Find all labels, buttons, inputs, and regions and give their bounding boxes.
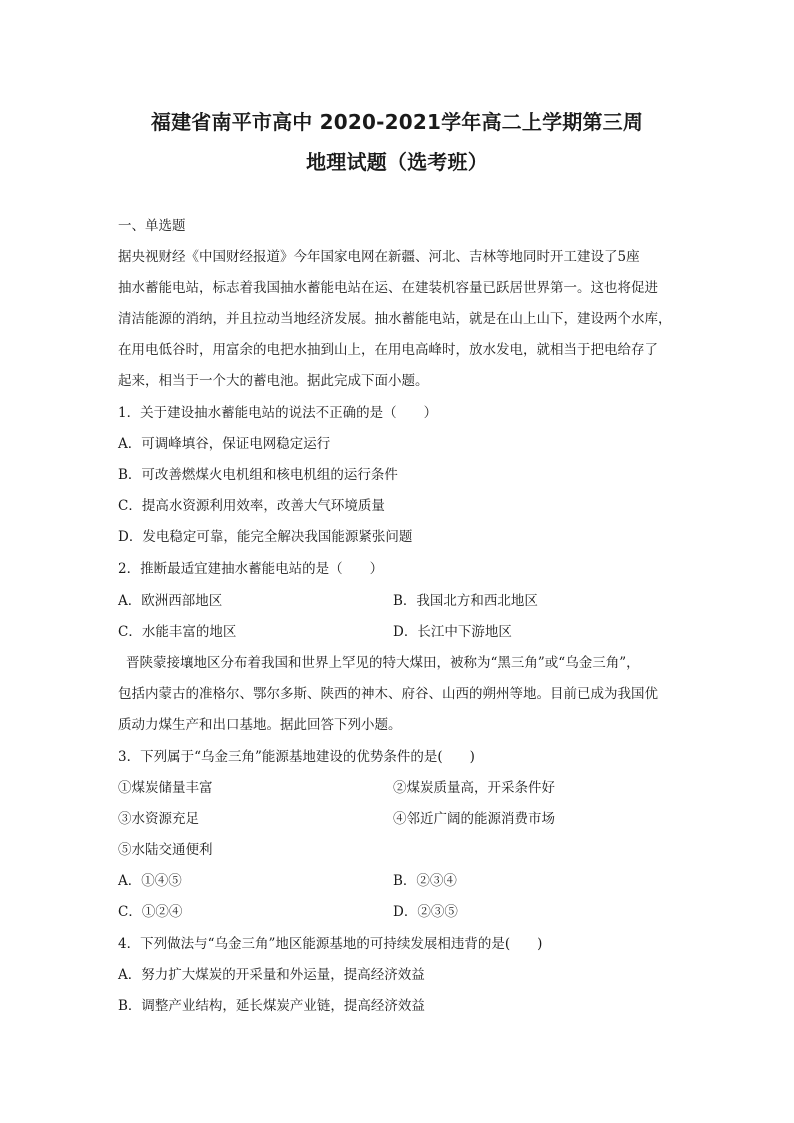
question-1-option: A．可调峰填谷，保证电网稳定运行 bbox=[118, 436, 331, 452]
passage1-line: 清洁能源的消纳，并且拉动当地经济发展。抽水蓄能电站，就是在山上山下，建设两个水库， bbox=[118, 311, 672, 327]
question-3-option: D．②③⑤ bbox=[393, 904, 458, 920]
question-1-stem: 1．关于建设抽水蓄能电站的说法不正确的是（ ） bbox=[118, 405, 438, 421]
question-2-option: A．欧洲西部地区 bbox=[118, 593, 223, 609]
question-4-stem: 4．下列做法与“乌金三角”地区能源基地的可持续发展相违背的是( ) bbox=[118, 936, 543, 952]
exam-title-line1: 福建省南平市高中 2020-2021学年高二上学期第三周 bbox=[150, 110, 644, 134]
question-3-option: A．①④⑤ bbox=[118, 873, 182, 889]
question-2-option: C．水能丰富的地区 bbox=[118, 624, 237, 640]
question-3-condition: ④邻近广阔的能源消费市场 bbox=[393, 811, 555, 827]
passage2-line: 晋陕蒙接壤地区分布着我国和世界上罕见的特大煤田，被称为“黑三角”或“乌金三角”， bbox=[126, 655, 640, 671]
question-4-option: A．努力扩大煤炭的开采量和外运量，提高经济效益 bbox=[118, 967, 425, 983]
question-3-condition: ⑤水陆交通便利 bbox=[118, 842, 213, 858]
passage1-line: 抽水蓄能电站，标志着我国抽水蓄能电站在运、在建装机容量已跃居世界第一。这也将促进 bbox=[118, 280, 658, 296]
question-2-stem: 2．推断最适宜建抽水蓄能电站的是（ ） bbox=[118, 561, 384, 577]
question-3-condition: ①煤炭储量丰富 bbox=[118, 780, 213, 796]
passage2-line: 质动力煤生产和出口基地。据此回答下列小题。 bbox=[118, 717, 402, 733]
question-1-option: C．提高水资源利用效率，改善大气环境质量 bbox=[118, 498, 385, 514]
passage1-line: 据央视财经《中国财经报道》今年国家电网在新疆、河北、吉林等地同时开工建设了5座 bbox=[118, 249, 640, 265]
question-3-option: B．②③④ bbox=[393, 873, 457, 889]
question-3-option: C．①②④ bbox=[118, 904, 183, 920]
question-2-option: D．长江中下游地区 bbox=[393, 624, 512, 640]
passage1-line: 在用电低谷时，用富余的电把水抽到山上，在用电高峰时，放水发电，就相当于把电给存了 bbox=[118, 342, 658, 358]
question-4-option: B．调整产业结构，延长煤炭产业链，提高经济效益 bbox=[118, 998, 425, 1014]
question-3-condition: ②煤炭质量高，开采条件好 bbox=[393, 780, 555, 796]
passage1-line: 起来，相当于一个大的蓄电池。据此完成下面小题。 bbox=[118, 373, 429, 389]
passage2-line: 包括内蒙古的准格尔、鄂尔多斯、陕西的神木、府谷、山西的朔州等地。目前已成为我国优 bbox=[118, 686, 658, 702]
question-2-option: B．我国北方和西北地区 bbox=[393, 593, 538, 609]
question-1-option: D．发电稳定可靠，能完全解决我国能源紧张问题 bbox=[118, 529, 413, 545]
exam-title-line2: 地理试题（选考班） bbox=[306, 150, 488, 174]
question-3-stem: 3．下列属于“乌金三角”能源基地建设的优势条件的是( ) bbox=[118, 749, 475, 765]
question-3-condition: ③水资源充足 bbox=[118, 811, 199, 827]
question-1-option: B．可改善燃煤火电机组和核电机组的运行条件 bbox=[118, 467, 398, 483]
section-heading: 一、单选题 bbox=[118, 218, 186, 234]
